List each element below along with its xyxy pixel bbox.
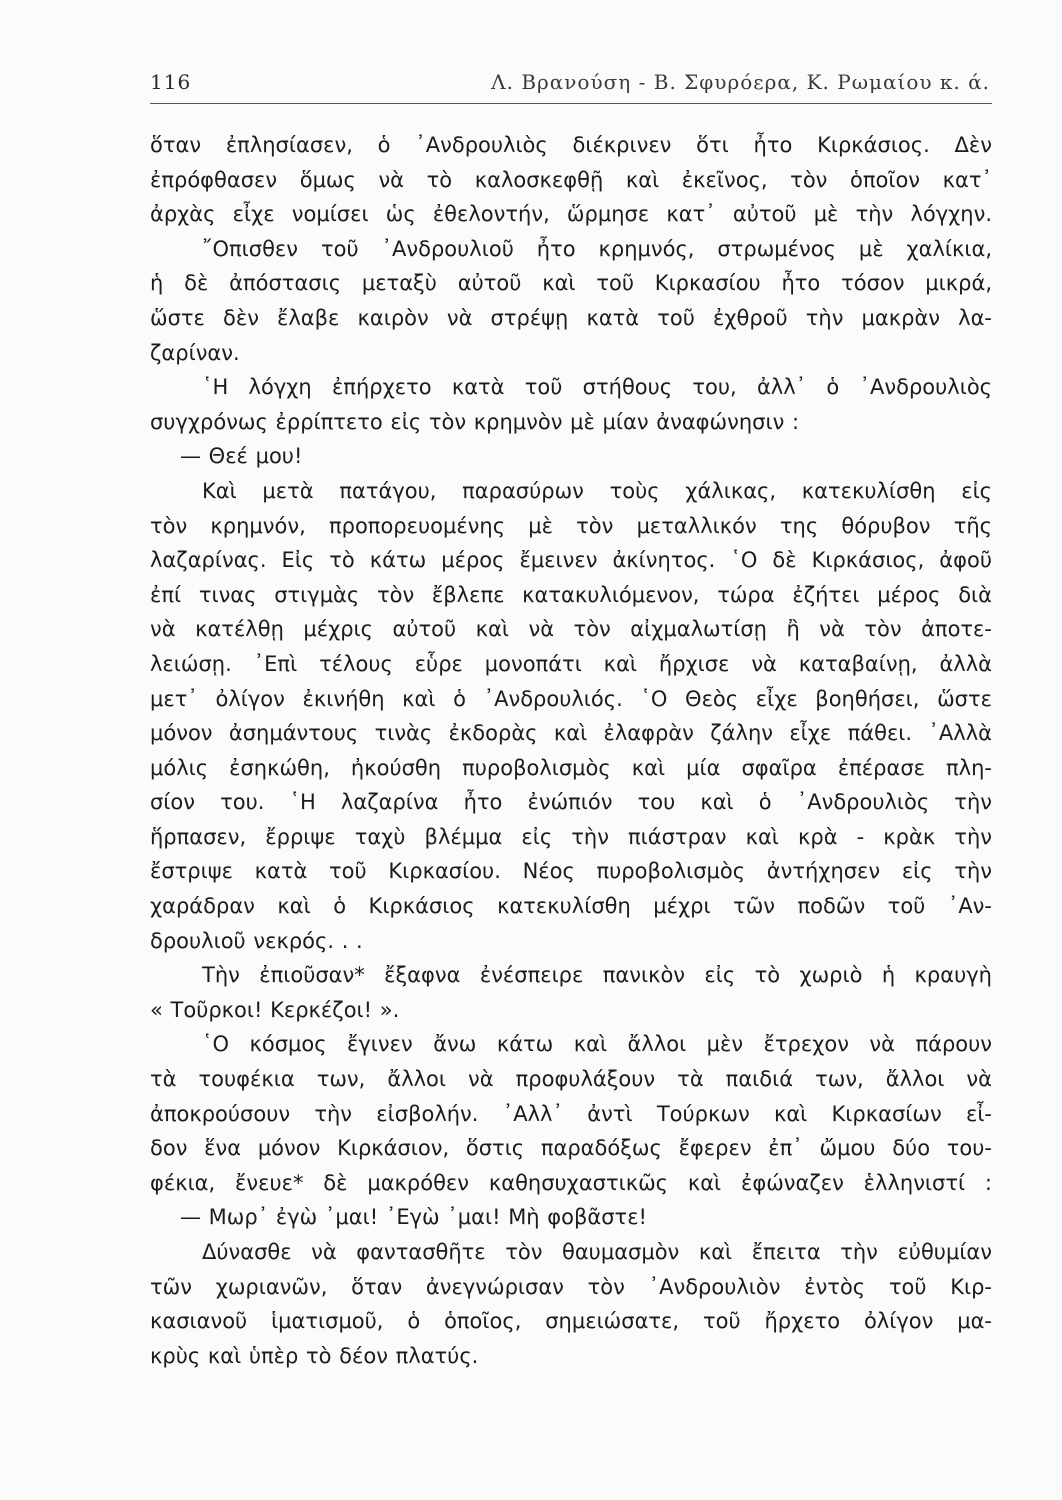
text-line: ὅταν ἐπλησίασεν, ὁ ᾿Ανδρουλιὸς διέκρινεν ὅτι ἦτο Κιρκάσιος. Δὲν: [150, 133, 992, 157]
text-line: ἐπί τινας στιγμὰς τὸν ἔβλεπε κατακυλιόμενον, τώρα ἐζήτει μέρος διὰ: [150, 582, 992, 607]
header-rule: [150, 103, 992, 104]
text-line: τὰ τουφέκια των, ἄλλοι νὰ προφυλάξουν τὰ παιδιά των, ἄλλοι νὰ: [150, 1067, 992, 1092]
text-line: φέκια, ἔνευε* δὲ μακρόθεν καθησυχαστικῶς καὶ ἐφώναζεν ἑλληνιστί :: [150, 1170, 992, 1195]
body-text: [150, 128, 992, 1373]
text-line: ζαρίναν.: [150, 340, 240, 365]
text-line: ἀποκρούσουν τὴν εἰσβολήν. ᾿Αλλ᾿ ἀντὶ Τούρκων καὶ Κιρκασίων εἶ-: [150, 1101, 992, 1126]
text-line: μετ᾿ ὀλίγον ἐκινήθη καὶ ὁ ᾿Ανδρουλιός. ῾Ο Θεὸς εἶχε βοηθήσει, ὥστε: [150, 686, 992, 711]
text-line: λαζαρίνας. Εἰς τὸ κάτω μέρος ἔμεινεν ἀκίνητος. ῾Ο δὲ Κιρκάσιος, ἀφοῦ: [150, 548, 992, 573]
text-line: Τὴν ἐπιοῦσαν* ἔξαφνα ἐνέσπειρε πανικὸν εἰς τὸ χωριὸ ἡ κραυγὴ: [202, 963, 992, 988]
dialogue-line: — Μωρ᾿ ἐγὼ ᾿μαι! ᾿Εγὼ ᾿μαι! Μὴ φοβᾶστε!: [180, 1205, 647, 1230]
text-line: συγχρόνως ἐρρίπτετο εἰς τὸν κρημνὸν μὲ μίαν ἀναφώνησιν :: [150, 409, 800, 434]
text-line: τῶν χωριανῶν, ὅταν ἀνεγνώρισαν τὸν ᾿Ανδρουλιὸν ἐντὸς τοῦ Κιρ-: [150, 1274, 992, 1299]
text-line: σίον του. ῾Η λαζαρίνα ἦτο ἐνώπιόν του καὶ ὁ ᾿Ανδρουλιὸς τὴν: [150, 790, 992, 815]
text-line: λειώσῃ. ᾿Επὶ τέλους εὗρε μονοπάτι καὶ ἤρχισε νὰ καταβαίνῃ, ἀλλὰ: [150, 651, 992, 676]
text-line: ῎Οπισθεν τοῦ ᾿Ανδρουλιοῦ ἦτο κρημνός, στρωμένος μὲ χαλίκια,: [202, 236, 992, 261]
text-line: ἥρπασεν, ἔρριψε ταχὺ βλέμμα εἰς τὴν πιάστραν καὶ κρὰ - κρὰκ τὴν: [150, 824, 992, 849]
text-line: κρὺς καὶ ὑπὲρ τὸ δέον πλατύς.: [150, 1343, 479, 1368]
text-line: ῾Η λόγχη ἐπήρχετο κατὰ τοῦ στήθους του, ἀλλ᾿ ὁ ᾿Ανδρουλιὸς: [202, 375, 992, 400]
text-line: δον ἕνα μόνον Κιρκάσιον, ὅστις παραδόξως ἔφερεν ἐπ᾿ ὤμου δύο του-: [150, 1136, 992, 1161]
text-line: μόνον ἀσημάντους τινὰς ἐκδορὰς καὶ ἐλαφρὰν ζάλην εἶχε πάθει. ᾿Αλλὰ: [150, 721, 992, 746]
running-head: Λ. Βρανούση - Β. Σφυρόερα, Κ. Ρωμαίου κ. ά.: [491, 70, 990, 94]
text-line: « Τοῦρκοι! Κερκέζοι! ».: [150, 997, 400, 1022]
text-line: τὸν κρημνόν, προπορευομένης μὲ τὸν μεταλλικόν της θόρυβον τῆς: [150, 513, 992, 538]
text-line: ῾Ο κόσμος ἔγινεν ἄνω κάτω καὶ ἄλλοι μὲν ἔτρεχον νὰ πάρουν: [202, 1032, 992, 1057]
text-line: κασιανοῦ ἱματισμοῦ, ὁ ὁποῖος, σημειώσατε, τοῦ ἤρχετο ὀλίγον μα-: [150, 1309, 992, 1334]
text-line: Καὶ μετὰ πατάγου, παρασύρων τοὺς χάλικας, κατεκυλίσθη εἰς: [202, 478, 992, 503]
text-line: ἀρχὰς εἶχε νομίσει ὡς ἐθελοντήν, ὥρμησε κατ᾿ αὐτοῦ μὲ τὴν λόγχην.: [150, 202, 992, 227]
page-header: [150, 70, 990, 100]
text-line: ἐπρόφθασεν ὅμως νὰ τὸ καλοσκεφθῇ καὶ ἐκεῖνος, τὸν ὁποῖον κατ᾿: [150, 167, 992, 192]
dialogue-line: — Θεέ μου!: [180, 444, 303, 469]
text-line: χαράδραν καὶ ὁ Κιρκάσιος κατεκυλίσθη μέχρι τῶν ποδῶν τοῦ ᾿Αν-: [150, 894, 992, 919]
page-number: 116: [150, 70, 192, 94]
text-line: ἡ δὲ ἀπόστασις μεταξὺ αὐτοῦ καὶ τοῦ Κιρκασίου ἦτο τόσον μικρά,: [150, 271, 992, 296]
text-line: ὥστε δὲν ἔλαβε καιρὸν νὰ στρέψῃ κατὰ τοῦ ἐχθροῦ τὴν μακρὰν λα-: [150, 305, 992, 330]
text-line: Δύνασθε νὰ φαντασθῆτε τὸν θαυμασμὸν καὶ ἔπειτα τὴν εὐθυμίαν: [202, 1240, 992, 1264]
text-line: μόλις ἐσηκώθη, ἠκούσθη πυροβολισμὸς καὶ μία σφαῖρα ἐπέρασε πλη-: [150, 755, 992, 780]
text-line: ἔστριψε κατὰ τοῦ Κιρκασίου. Νέος πυροβολισμὸς ἀντήχησεν εἰς τὴν: [150, 859, 992, 884]
text-line: νὰ κατέλθῃ μέχρις αὐτοῦ καὶ νὰ τὸν αἰχμαλωτίσῃ ἢ νὰ τὸν ἀποτε-: [150, 617, 992, 642]
text-line: δρουλιοῦ νεκρός. . .: [150, 928, 363, 953]
